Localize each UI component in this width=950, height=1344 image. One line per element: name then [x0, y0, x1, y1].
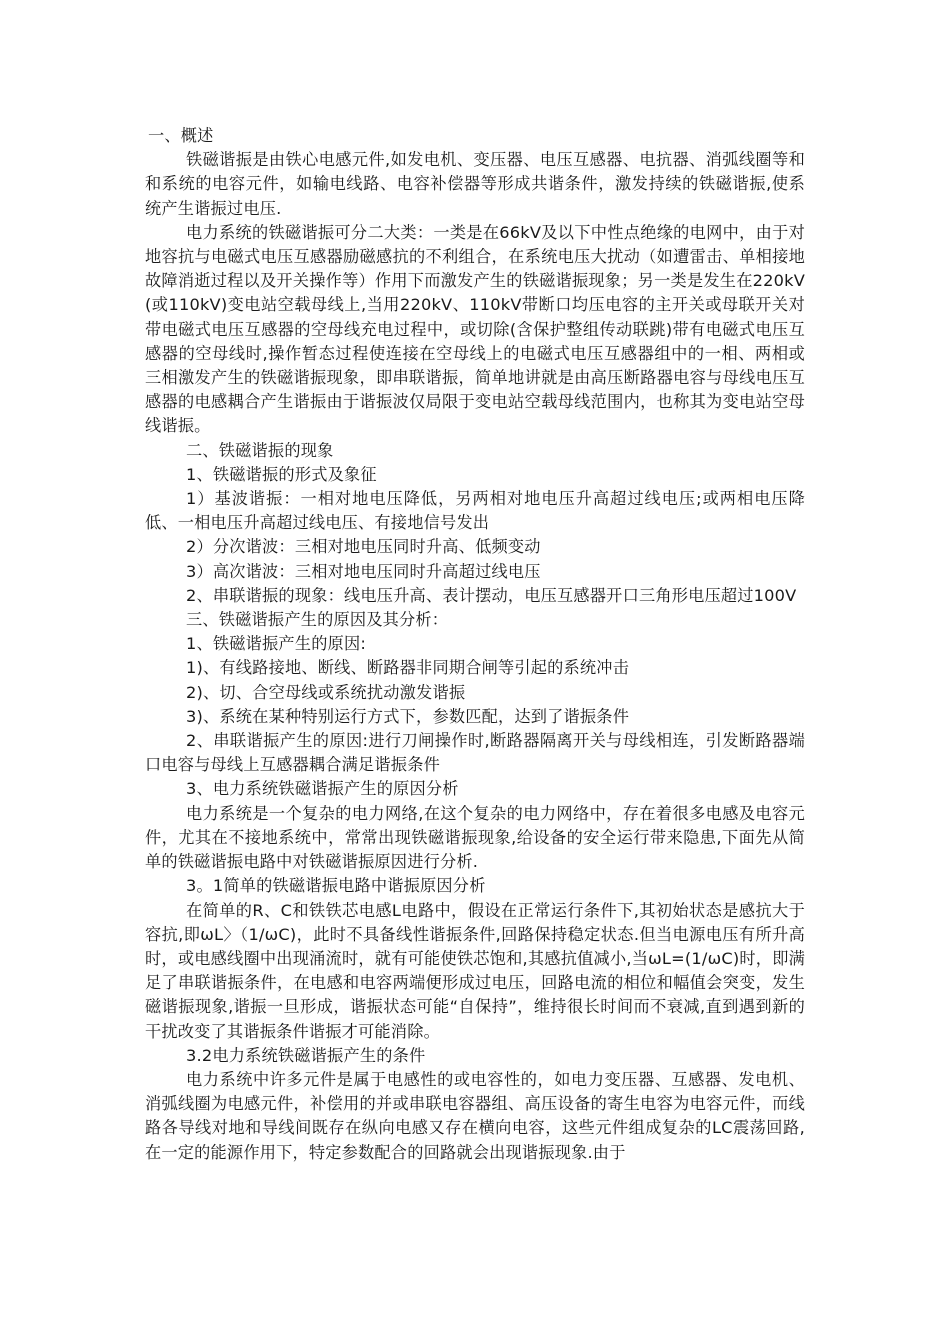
paragraph: 电力系统的铁磁谐振可分二大类：一类是在66kV及以下中性点绝缘的电网中，由于对地容抗与电磁式电压互感器励磁感抗的不利组合，在系统电压大扰动（如遭雷击、单相接地故障消逝过程以及开关操作等）作用下而激发产生的铁磁谐振现象；另一类是发生在220kV(或110kV)变电站空载母线上,当用220kV、110kV带断口均压电容的主开关或母联开关对带电磁式电压互感器的空母线充电过程中，或切除(含保护整组传动联跳)带有电磁式电压互感器的空母线时,操作暂态过程使连接在空母线上的电磁式电压互感器组中的一相、两相或三相激发产生的铁磁谐振现象，即串联谐振，简单地讲就是由高压断路器电容与母线电压互感器的电感耦合产生谐振由于谐振波仅局限于变电站空载母线范围内，也称其为变电站空母线谐振。 — [145, 222, 805, 436]
list-item: 3）高次谐波：三相对地电压同时升高超过线电压 — [186, 561, 541, 581]
subheading: 1、铁磁谐振产生的原因: — [186, 634, 367, 654]
section-heading-phenomena: 二、铁磁谐振的现象 — [186, 440, 334, 460]
subheading: 1、铁磁谐振的形式及象征 — [186, 464, 377, 484]
list-item: 1）基波谐振：一相对地电压降低，另两相对地电压升高超过线电压;或两相电压降低、一相电压升高超过线电压、有接地信号发出 — [145, 489, 805, 533]
paragraph: 电力系统中许多元件是属于电感性的或电容性的，如电力变压器、互感器、发电机、消弧线圈为电感元件，补偿用的并或串联电容器组、高压设备的寄生电容为电容元件，而线路各导线对地和导线间既存在纵向电感又存在横向电容，这些元件组成复杂的LC震荡回路,在一定的能源作用下，特定参数配合的回路就会出现谐振现象.由于 — [145, 1069, 805, 1162]
list-item: 3)、系统在某种特别运行方式下，参数匹配，达到了谐振条件 — [186, 706, 630, 726]
subheading: 2、串联谐振产生的原因:进行刀闸操作时,断路器隔离开关与母线相连，引发断路器端口电容与母线上互感器耦合满足谐振条件 — [145, 731, 805, 775]
paragraph: 电力系统是一个复杂的电力网络,在这个复杂的电力网络中，存在着很多电感及电容元件，尤其在不接地系统中，常常出现铁磁谐振现象,给设备的安全运行带来隐患,下面先从简单的铁磁谐振电路中对铁磁谐振原因进行分析. — [145, 803, 805, 872]
section-heading-overview: 一、概述 — [148, 126, 214, 145]
paragraph: 铁磁谐振是由铁心电感元件,如发电机、变压器、电压互感器、电抗器、消弧线圈等和和系统的电容元件，如输电线路、电容补偿器等形成共谐条件，激发持续的铁磁谐振,使系统产生谐振过电压. — [145, 150, 805, 218]
paragraph: 在简单的R、C和铁铁芯电感L电路中，假设在正常运行条件下,其初始状态是感抗大于容抗,即ωL〉（1/ωC)，此时不具备线性谐振条件,回路保持稳定状态.但当电源电压有所升高时，或电感线圈中出现涌流时，就有可能使铁芯饱和,其感抗值减小,当ωL=(1/ωC)时，即满足了串联谐振条件，在电感和电容两端便形成过电压，回路电流的相位和幅值会突变，发生磁谐振现象,谐振一旦形成，谐振状态可能“自保持”，维持很长时间而不衰减,直到遇到新的干扰改变了其谐振条件谐振才可能消除。 — [145, 900, 805, 1041]
section-heading-causes: 三、铁磁谐振产生的原因及其分析： — [186, 610, 449, 630]
subheading: 2、串联谐振的现象：线电压升高、表计摆动，电压互感器开口三角形电压超过100V — [186, 585, 797, 605]
subheading: 3、电力系统铁磁谐振产生的原因分析 — [186, 779, 459, 799]
list-item: 2）分次谐波：三相对地电压同时升高、低频变动 — [186, 537, 541, 557]
subheading: 3.2电力系统铁磁谐振产生的条件 — [186, 1045, 426, 1065]
subheading: 3。1简单的铁磁谐振电路中谐振原因分析 — [186, 876, 486, 896]
list-item: 2)、切、合空母线或系统扰动激发谐振 — [186, 682, 466, 702]
list-item: 1)、有线路接地、断线、断路器非同期合闸等引起的系统冲击 — [186, 658, 630, 678]
document-body — [145, 124, 805, 1165]
